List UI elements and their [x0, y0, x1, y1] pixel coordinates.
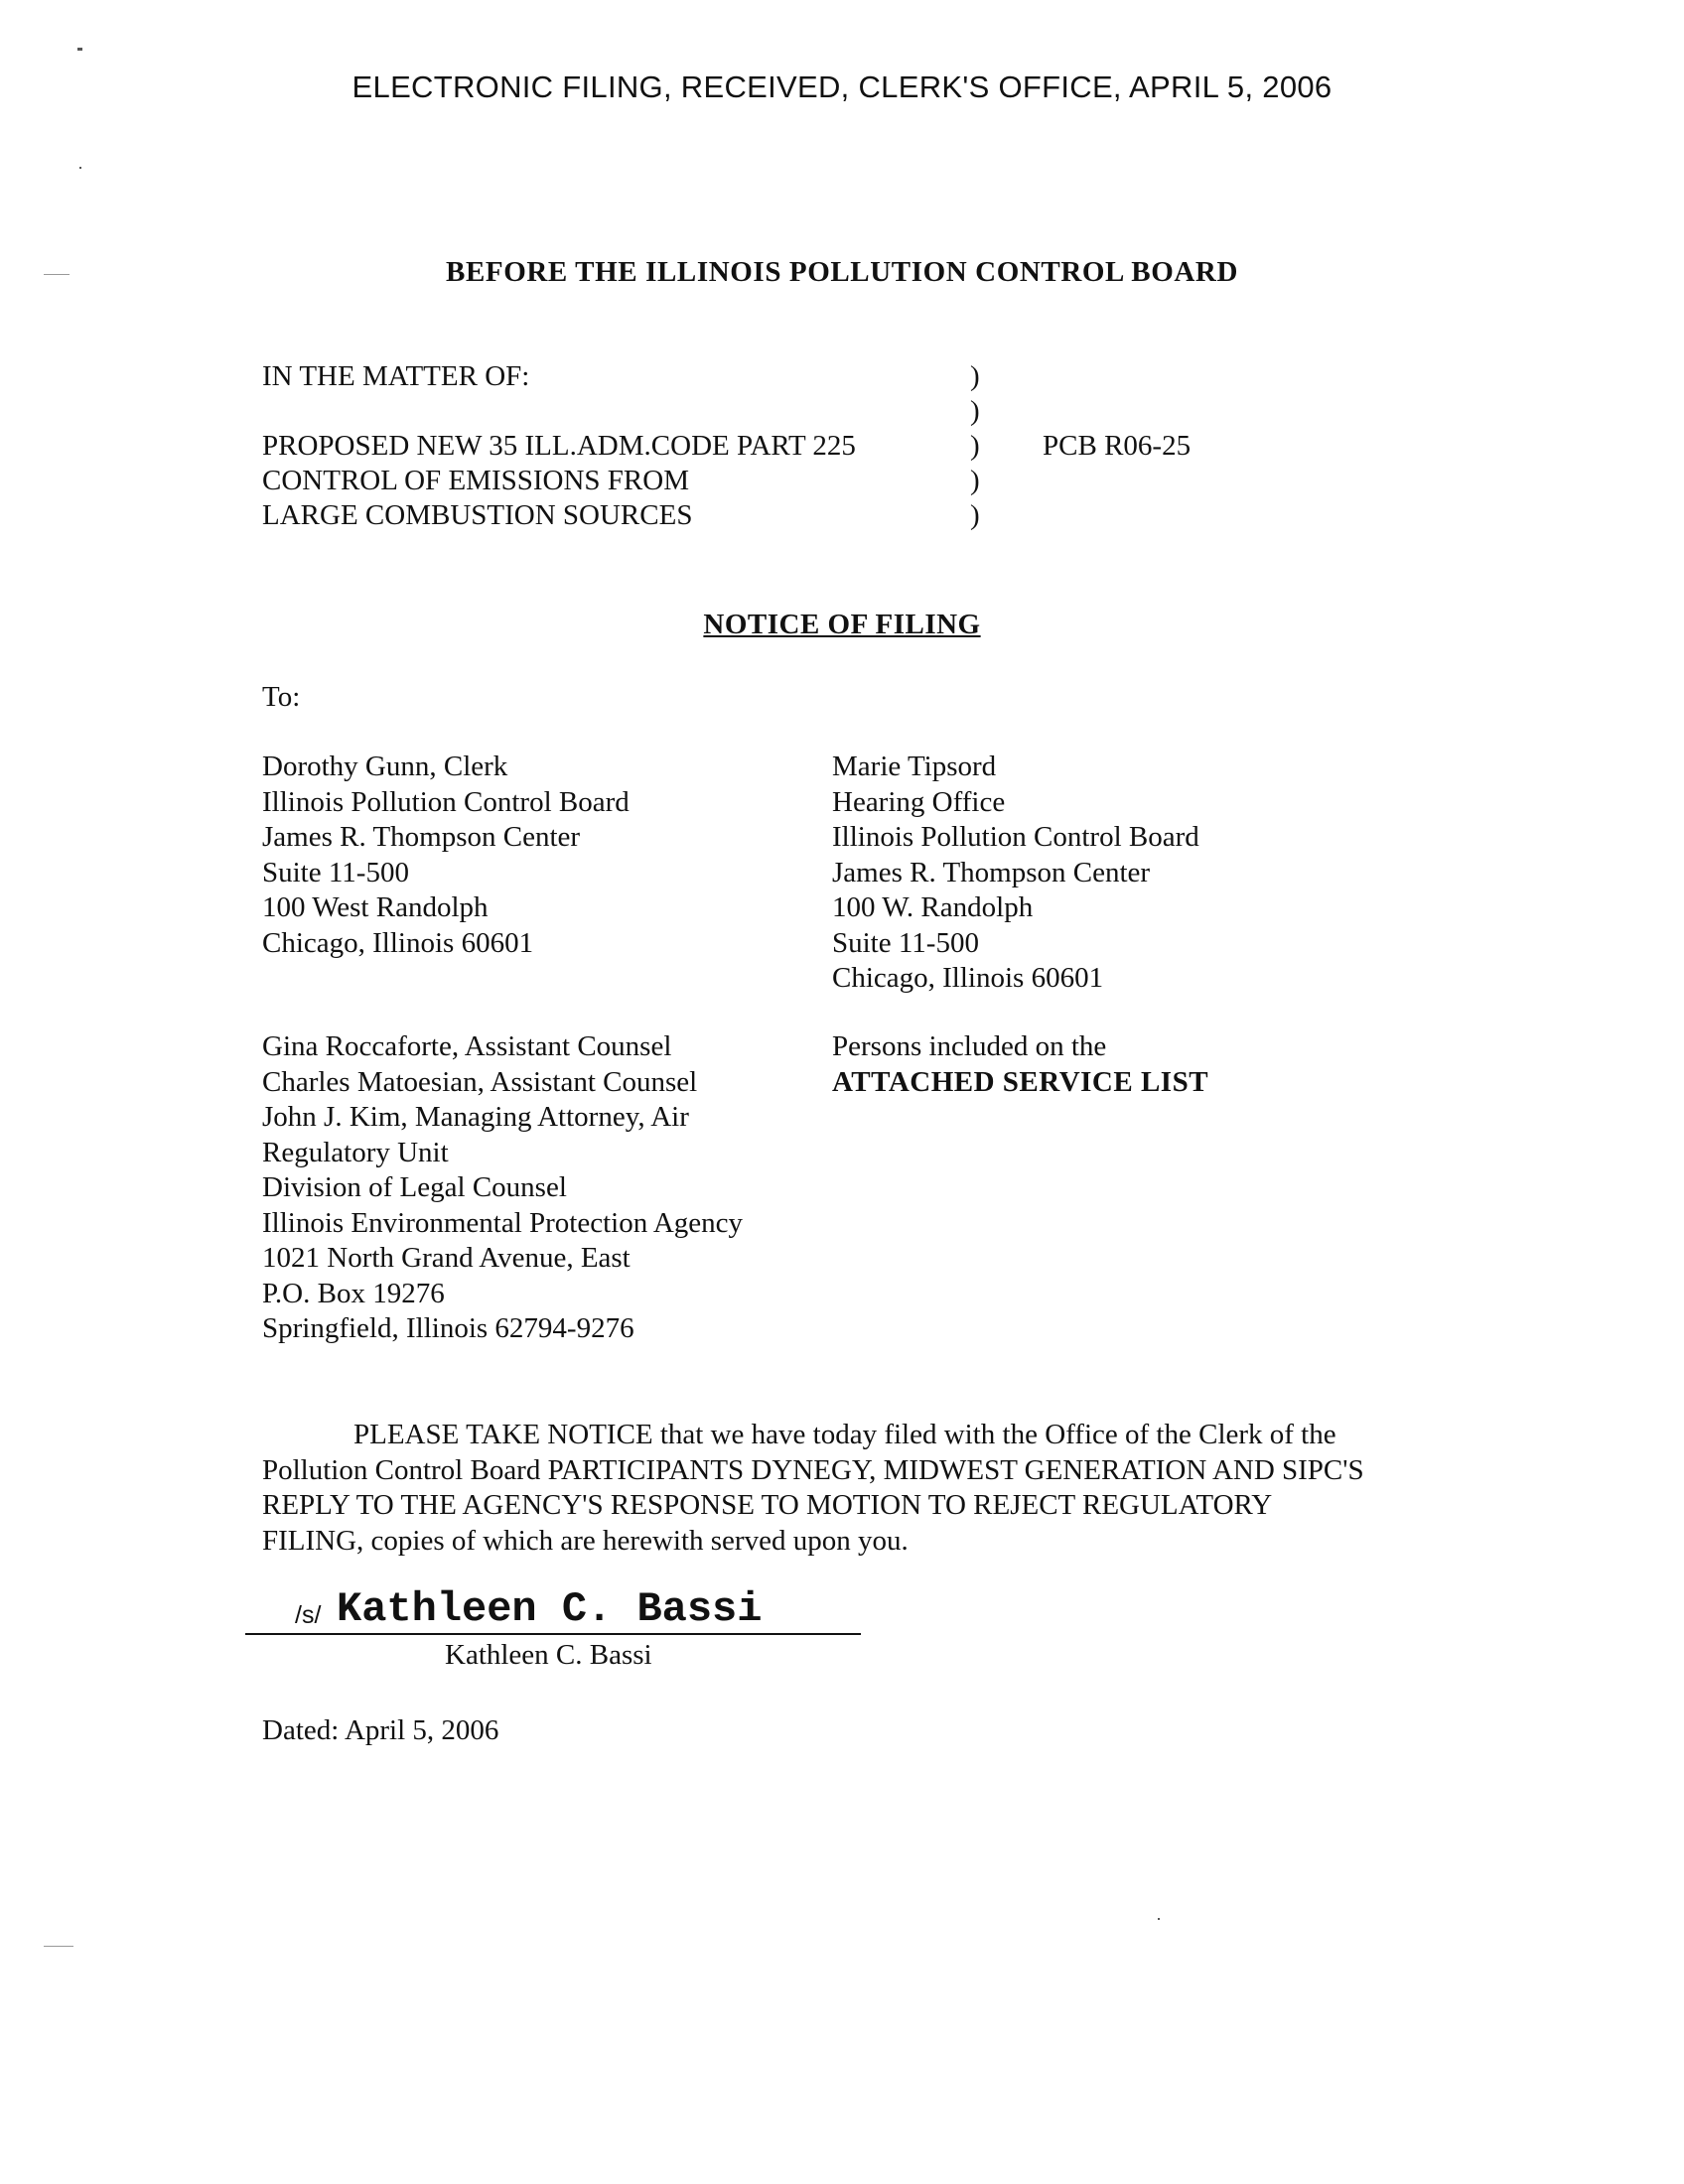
caption-line: PROPOSED NEW 35 ILL.ADM.CODE PART 225	[262, 430, 856, 462]
address-line: Illinois Pollution Control Board	[262, 785, 630, 818]
address-line: 1021 North Grand Avenue, East	[262, 1242, 631, 1274]
address-line: Chicago, Illinois 60601	[832, 962, 1104, 994]
board-title: BEFORE THE ILLINOIS POLLUTION CONTROL BOARD	[446, 256, 1238, 288]
caption-paren: )	[970, 430, 980, 462]
address-line: Dorothy Gunn, Clerk	[262, 751, 508, 782]
scan-artifact	[1158, 1918, 1160, 1920]
notice-paragraph	[262, 1418, 1493, 1559]
recipient-service-list	[832, 1029, 1208, 1100]
address-line: Chicago, Illinois 60601	[262, 926, 534, 959]
address-line: Charles Matoesian, Assistant Counsel	[262, 1065, 698, 1098]
scan-artifact	[77, 48, 82, 51]
notice-line: Pollution Control Board PARTICIPANTS DYNEGY, MIDWEST GENERATION AND SIPC'S	[262, 1453, 1364, 1486]
caption-paren: )	[970, 395, 980, 427]
recipient-address-clerk	[262, 750, 630, 961]
electronic-filing-stamp: ELECTRONIC FILING, RECEIVED, CLERK'S OFFICE, APRIL 5, 2006	[351, 69, 1333, 104]
address-line: Illinois Pollution Control Board	[832, 821, 1199, 853]
signature-line	[245, 1585, 861, 1635]
address-line: Illinois Environmental Protection Agency	[262, 1206, 744, 1239]
signer-typed-name: Kathleen C. Bassi	[445, 1639, 652, 1671]
address-line: John J. Kim, Managing Attorney, Air	[262, 1101, 689, 1133]
electronic-signature: Kathleen C. Bassi	[337, 1585, 763, 1633]
scan-artifact	[44, 1946, 73, 1947]
address-line: Regulatory Unit	[262, 1136, 449, 1168]
notice-line: PLEASE TAKE NOTICE that we have today filed with the Office of the Clerk of the	[353, 1419, 1336, 1450]
case-caption	[262, 359, 856, 533]
address-line: Hearing Office	[832, 785, 1006, 818]
caption-paren: )	[970, 360, 980, 392]
address-line: Suite 11-500	[832, 926, 979, 959]
recipient-address-agency	[262, 1029, 743, 1347]
address-line: Suite 11-500	[262, 856, 409, 888]
to-label: To:	[262, 681, 301, 713]
signature-prefix: /s/	[295, 1601, 322, 1629]
notice-heading: NOTICE OF FILING	[703, 609, 981, 640]
caption-line: LARGE COMBUSTION SOURCES	[262, 499, 693, 531]
matter-label: IN THE MATTER OF:	[262, 360, 530, 392]
scan-artifact	[79, 167, 81, 169]
recipient-address-hearing-office	[832, 750, 1199, 997]
caption-paren: )	[970, 499, 980, 531]
notice-line: REPLY TO THE AGENCY'S RESPONSE TO MOTION TO REJECT REGULATORY	[262, 1489, 1273, 1521]
address-line: Division of Legal Counsel	[262, 1171, 567, 1203]
address-line: P.O. Box 19276	[262, 1277, 445, 1309]
address-line: James R. Thompson Center	[832, 856, 1151, 888]
address-line: 100 West Randolph	[262, 891, 489, 923]
notice-line: FILING, copies of which are herewith served upon you.	[262, 1524, 909, 1557]
address-line: Gina Roccaforte, Assistant Counsel	[262, 1030, 672, 1062]
case-number: PCB R06-25	[1043, 430, 1192, 462]
dated-line: Dated: April 5, 2006	[262, 1714, 499, 1746]
service-list-line: Persons included on the	[832, 1030, 1107, 1062]
caption-line: CONTROL OF EMISSIONS FROM	[262, 465, 689, 496]
caption-parentheses	[970, 359, 980, 533]
address-line: James R. Thompson Center	[262, 821, 581, 853]
address-line: Marie Tipsord	[832, 751, 997, 782]
address-line: 100 W. Randolph	[832, 891, 1034, 923]
caption-paren: )	[970, 465, 980, 496]
service-list-title: ATTACHED SERVICE LIST	[832, 1065, 1209, 1098]
address-line: Springfield, Illinois 62794-9276	[262, 1312, 634, 1344]
